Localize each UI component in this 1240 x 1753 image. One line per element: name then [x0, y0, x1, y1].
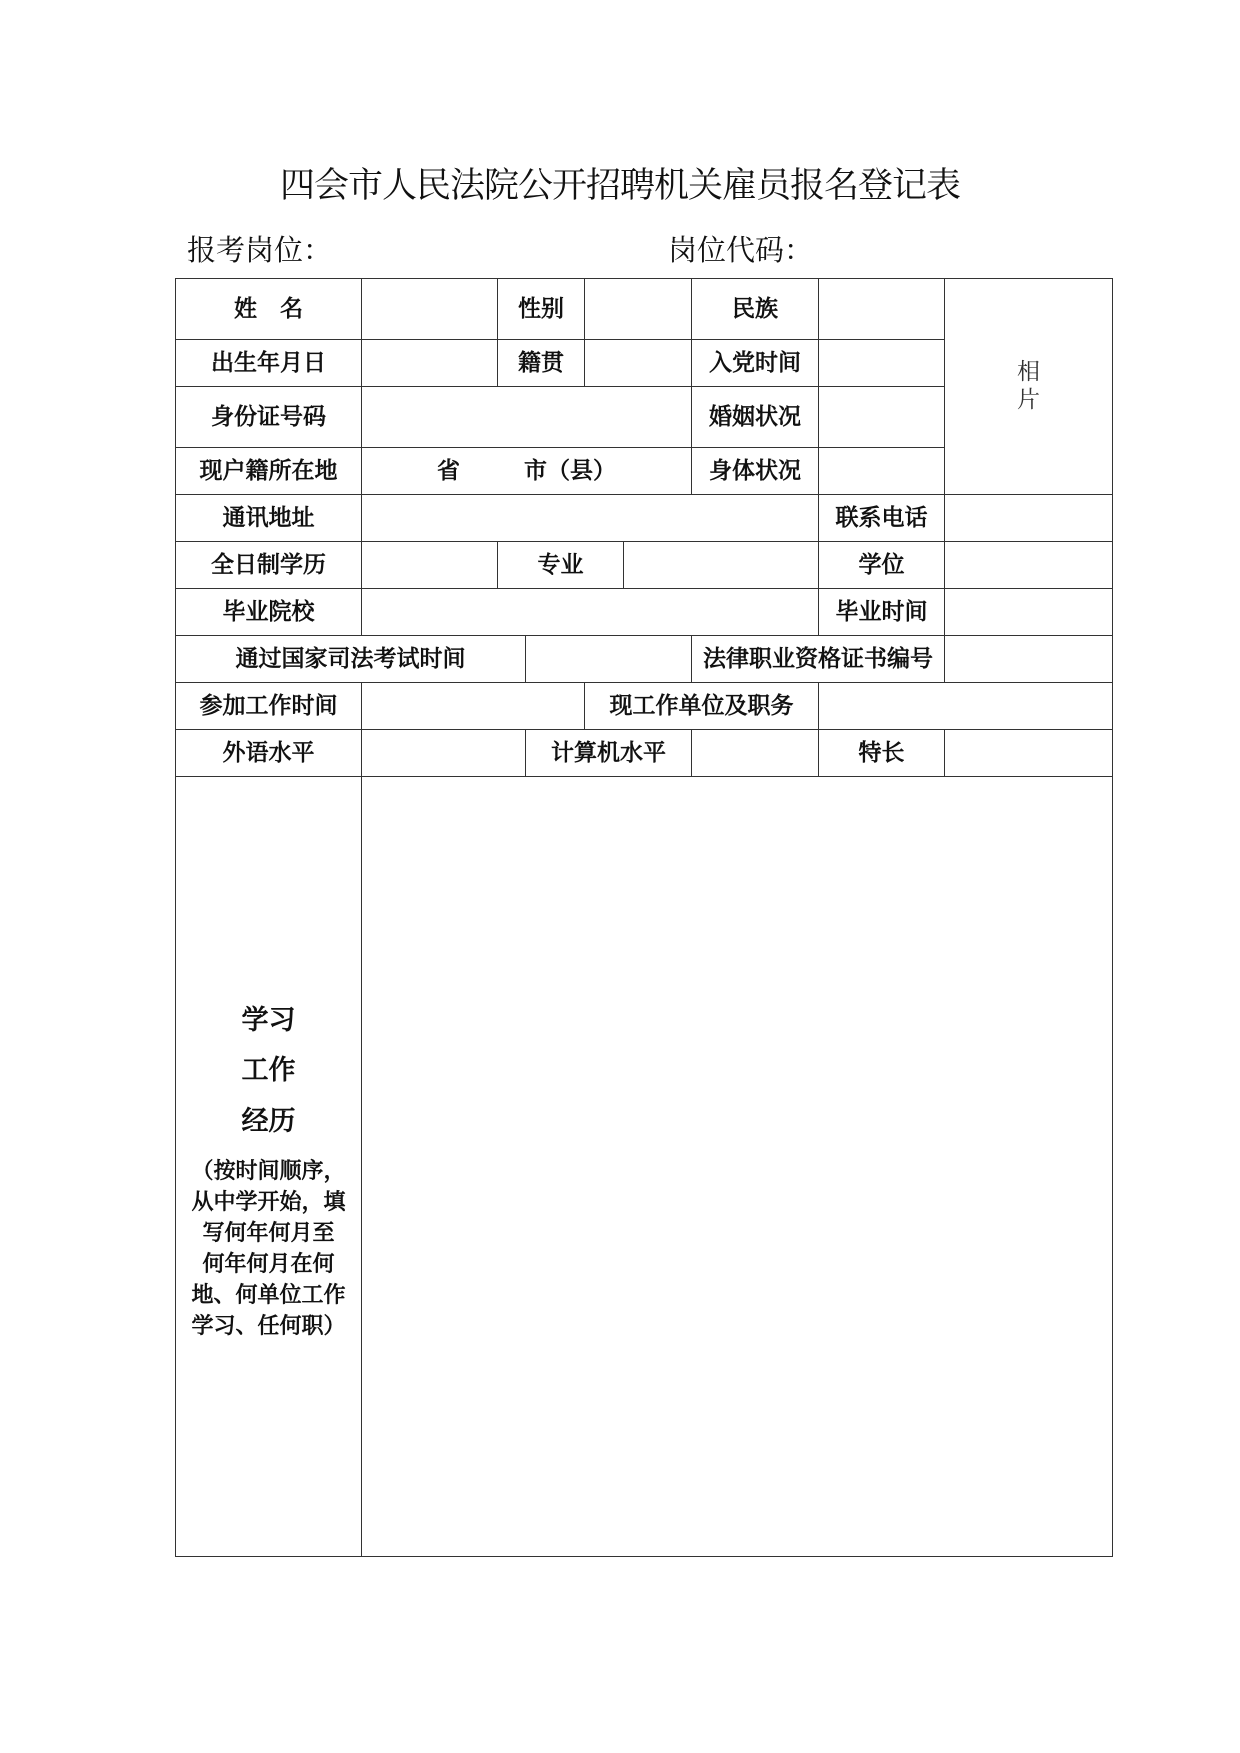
position-label: 报考岗位： [187, 233, 333, 267]
label-phone: 联系电话 [819, 495, 945, 542]
history-note [176, 1156, 361, 1342]
id-number-field[interactable] [362, 387, 692, 448]
history-label-1: 学习 [241, 1004, 296, 1036]
grad-date-field[interactable] [945, 589, 1113, 636]
address-field[interactable] [362, 495, 819, 542]
photo-box[interactable] [945, 279, 1113, 495]
degree-field[interactable] [945, 542, 1113, 589]
label-law-cert: 法律职业资格证书编号 [692, 636, 945, 683]
position-code-label: 岗位代码： [668, 233, 814, 267]
label-ethnicity: 民族 [692, 279, 819, 340]
history-field[interactable] [362, 777, 1113, 1557]
current-job-field[interactable] [819, 683, 1113, 730]
label-health: 身体状况 [692, 448, 819, 495]
label-residence: 现户籍所在地 [176, 448, 362, 495]
education-field[interactable] [362, 542, 498, 589]
label-degree: 学位 [819, 542, 945, 589]
birth-field[interactable] [362, 340, 498, 387]
label-id-number: 身份证号码 [176, 387, 362, 448]
label-work-start: 参加工作时间 [176, 683, 362, 730]
marital-field[interactable] [819, 387, 945, 448]
school-field[interactable] [362, 589, 819, 636]
label-party-date: 入党时间 [692, 340, 819, 387]
native-place-field[interactable] [585, 340, 692, 387]
language-field[interactable] [362, 730, 526, 777]
label-computer: 计算机水平 [526, 730, 692, 777]
history-label-3: 经历 [241, 1105, 296, 1137]
label-birth: 出生年月日 [176, 340, 362, 387]
label-school: 毕业院校 [176, 589, 362, 636]
photo-label-1: 相 [1017, 358, 1040, 385]
label-name: 姓 名 [176, 279, 362, 340]
judicial-exam-field[interactable] [526, 636, 692, 683]
name-field[interactable] [362, 279, 498, 340]
note-line-4: 何年何月在何 [202, 1251, 335, 1278]
label-major: 专业 [498, 542, 624, 589]
label-history [176, 777, 362, 1557]
registration-form [175, 278, 1113, 1557]
law-cert-field[interactable] [945, 636, 1113, 683]
province-label: 省 [437, 457, 460, 485]
party-date-field[interactable] [819, 340, 945, 387]
label-marital: 婚姻状况 [692, 387, 819, 448]
ethnicity-field[interactable] [819, 279, 945, 340]
label-language: 外语水平 [176, 730, 362, 777]
note-line-6: 学习、任何职） [191, 1313, 346, 1340]
note-line-1: （按时间顺序， [191, 1158, 346, 1185]
label-specialty: 特长 [819, 730, 945, 777]
gender-field[interactable] [585, 279, 692, 340]
computer-field[interactable] [692, 730, 819, 777]
phone-field[interactable] [945, 495, 1113, 542]
note-line-2: 从中学开始，填 [191, 1189, 346, 1216]
label-native-place: 籍贯 [498, 340, 585, 387]
label-current-job: 现工作单位及职务 [585, 683, 819, 730]
residence-field[interactable] [362, 448, 692, 495]
label-judicial-exam: 通过国家司法考试时间 [176, 636, 526, 683]
label-grad-date: 毕业时间 [819, 589, 945, 636]
work-start-field[interactable] [362, 683, 585, 730]
page-title: 四会市人民法院公开招聘机关雇员报名登记表 [279, 166, 960, 206]
label-education: 全日制学历 [176, 542, 362, 589]
photo-label-2: 片 [1017, 386, 1040, 413]
history-label-2: 工作 [241, 1055, 296, 1087]
note-line-3: 写何年何月至 [202, 1220, 335, 1247]
city-label: 市（县） [524, 457, 616, 485]
major-field[interactable] [624, 542, 819, 589]
label-address: 通讯地址 [176, 495, 362, 542]
note-line-5: 地、何单位工作 [191, 1282, 346, 1309]
label-gender: 性别 [498, 279, 585, 340]
specialty-field[interactable] [945, 730, 1113, 777]
health-field[interactable] [819, 448, 945, 495]
